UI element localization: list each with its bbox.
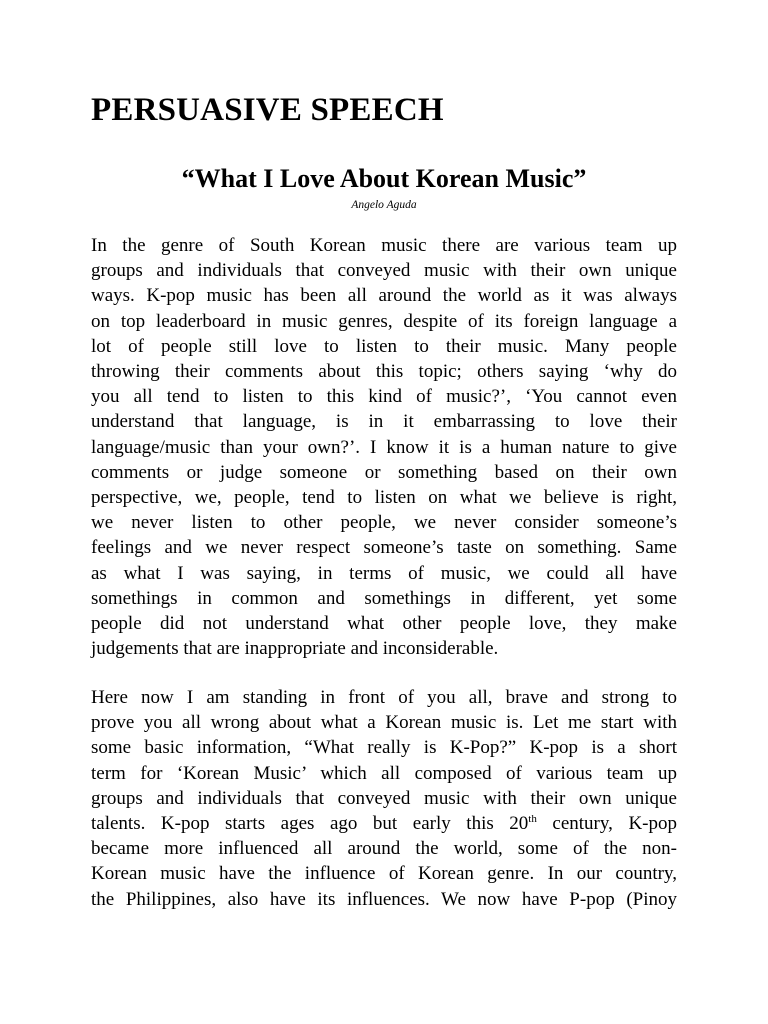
paragraph-2 — [91, 685, 677, 912]
paragraph-line: judgements that are inappropriate and inconsiderable. — [91, 638, 499, 660]
paragraph-line: feelings and we never respect someone’s taste on something. Same — [91, 537, 677, 559]
paragraph-line: language/music than your own?’. I know it is a human nature to give — [91, 436, 677, 458]
paragraph-line: lot of people still love to listen to their music. Many people — [91, 335, 677, 357]
paragraph-line: some basic information, “What really is K-Pop?” K-pop is a short — [91, 737, 677, 759]
line-text-before: talents. K-pop starts ages ago but early this 20 — [91, 813, 529, 835]
document-heading: PERSUASIVE SPEECH — [91, 92, 444, 128]
paragraph-line: ways. K-pop music has been all around the world as it was always — [91, 285, 677, 307]
paragraph-line: you all tend to listen to this kind of music?’, ‘You cannot even — [91, 386, 677, 408]
paragraph-line: term for ‘Korean Music’ which all composed of various team up — [91, 762, 677, 784]
paragraph-line: as what I was saying, in terms of music, we could all have — [91, 562, 677, 584]
paragraph-line: Korean music have the influence of Korean genre. In our country, — [91, 863, 677, 885]
paragraph-line: prove you all wrong about what a Korean music is. Let me start with — [91, 712, 677, 734]
paragraph-line: throwing their comments about this topic; others saying ‘why do — [91, 361, 677, 383]
paragraph-line: groups and individuals that conveyed music with their own unique — [91, 260, 677, 282]
paragraph-1 — [91, 233, 677, 661]
paragraph-line: understand that language, is in it embarrassing to love their — [91, 411, 677, 433]
paragraph-line: comments or judge someone or something based on their own — [91, 461, 677, 483]
paragraph-line: became more influenced all around the world, some of the non- — [91, 838, 677, 860]
paragraph-line: the Philippines, also have its influences. We now have P-pop (Pinoy — [91, 888, 677, 910]
speech-title: “What I Love About Korean Music” — [181, 164, 587, 193]
author-name: Angelo Aguda — [351, 199, 417, 211]
ordinal-superscript: th — [528, 813, 537, 826]
paragraph-line-with-superscript — [91, 811, 677, 836]
paragraph-line: on top leaderboard in music genres, despite of its foreign language a — [91, 310, 677, 332]
paragraph-line: somethings in common and somethings in different, yet some — [91, 587, 677, 609]
paragraph-line: we never listen to other people, we never consider someone’s — [91, 512, 677, 534]
paragraph-line: people did not understand what other people love, they make — [91, 613, 677, 635]
line-text-after: century, K-pop — [536, 813, 677, 835]
paragraph-line: groups and individuals that conveyed music with their own unique — [91, 787, 677, 809]
paragraph-line: In the genre of South Korean music there are various team up — [91, 235, 677, 256]
paragraph-line: Here now I am standing in front of you all, brave and strong to — [91, 687, 677, 708]
paragraph-line: perspective, we, people, tend to listen on what we believe is right, — [91, 487, 677, 509]
